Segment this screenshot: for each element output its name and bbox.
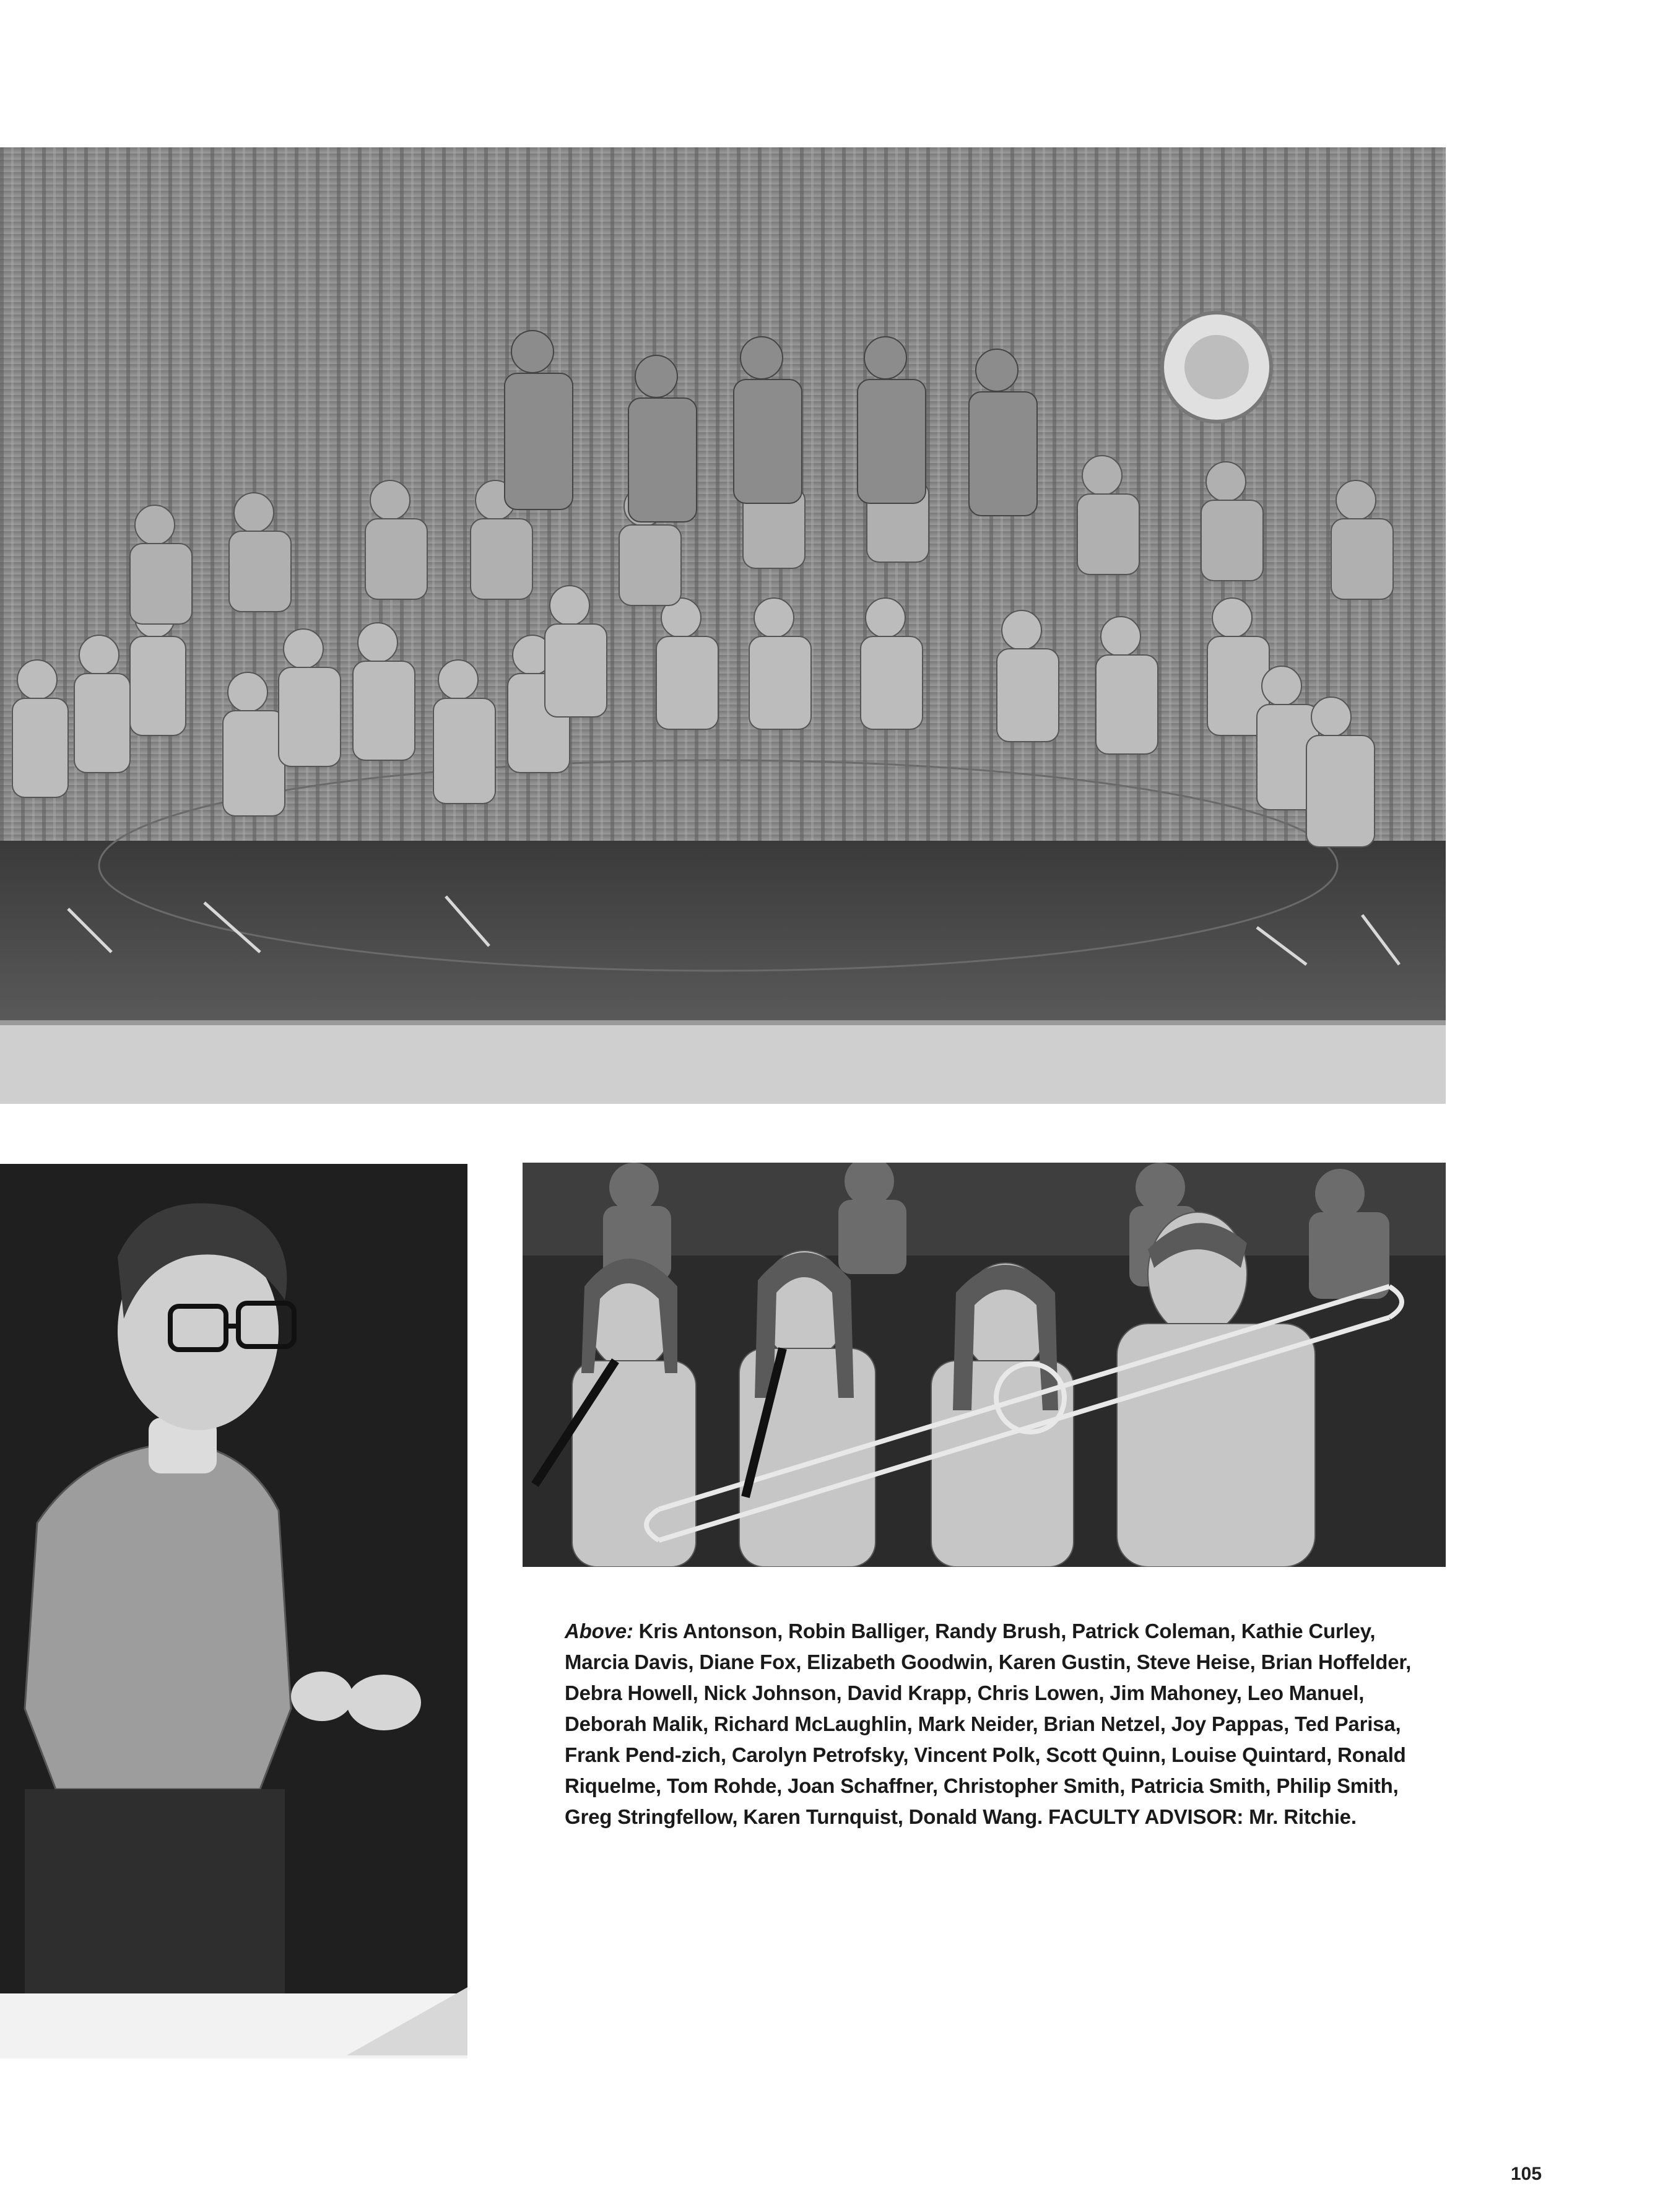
photo-caption (565, 1616, 1419, 1832)
page-number: 105 (1511, 2164, 1542, 2184)
caption-names: Kris Antonson, Robin Balliger, Randy Brush, Patrick Coleman, Kathie Curley, Marcia Davis, Diane Fox, Elizabeth Goodwin, Karen Gustin, Steve Heise, Brian Hoffelder, Debra Howell, Nick Johnson, David Krapp, Chris Lowen, Jim Mahoney, Leo Manuel, Deborah Malik, Richard McLaughlin, Mark Neider, Brian Netzel, Joy Pappas, Ted Parisa, Frank Pend-zich, Carolyn Petrofsky, Vincent Polk, Scott Quinn, Louise Quintard, Ronald Riquelme, Tom Rohde, Joan Schaffner, Christopher Smith, Patricia Smith, Philip Smith, Greg Stringfellow, Karen Turnquist, Donald Wang. (565, 1620, 1412, 1828)
musicians-playing-photo (523, 1163, 1446, 1567)
director-photo (0, 1164, 467, 2058)
caption-advisor: FACULTY ADVISOR: Mr. Ritchie. (1043, 1805, 1357, 1828)
caption-lead: Above: (565, 1620, 633, 1642)
musicians-playing-photo-icon (523, 1163, 1446, 1567)
group-band-photo-icon (0, 147, 1446, 1104)
director-photo-icon (0, 1164, 467, 2058)
group-band-photo (0, 147, 1446, 1104)
